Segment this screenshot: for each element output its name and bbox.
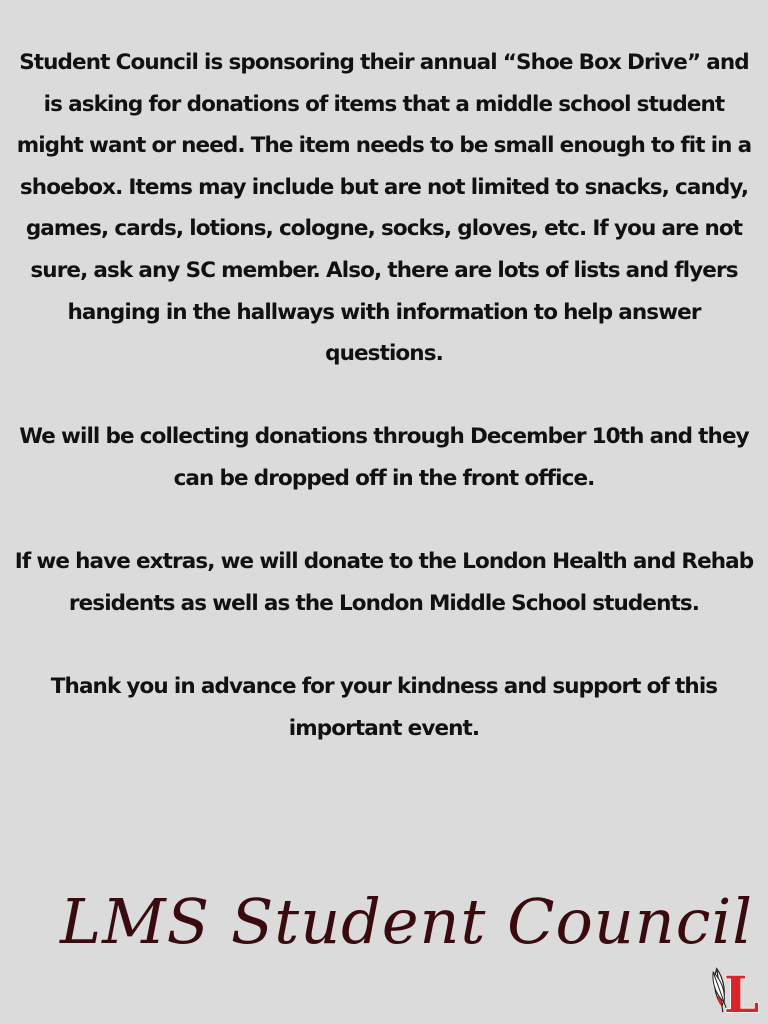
signature: LMS Student Council <box>60 885 754 958</box>
paragraph-thanks: Thank you in advance for your kindness and support of this important event. <box>50 673 718 741</box>
feather-l-logo-icon <box>700 958 760 1018</box>
logo-letter: L <box>724 965 760 1018</box>
flyer-body <box>14 42 754 749</box>
paragraph-collection: We will be collecting donations through December 10th and they can be dropped off in the front office. <box>19 424 749 491</box>
paragraph-extras: If we have extras, we will donate to the London Health and Rehab residents as well as the London Middle School students. <box>14 549 754 616</box>
paragraph-intro: Student Council is sponsoring their annual “Shoe Box Drive” and is asking for donations of items that a middle school student might want or need. The item needs to be small enough to fit in a shoebox. Items may include but are not limited to snacks, candy, games, cards, lotions, cologne, socks, gloves, etc. If you are not sure, ask any SC member. Also, there are lots of lists and flyers hanging in the hallways with information to help answer questions. <box>16 50 752 367</box>
